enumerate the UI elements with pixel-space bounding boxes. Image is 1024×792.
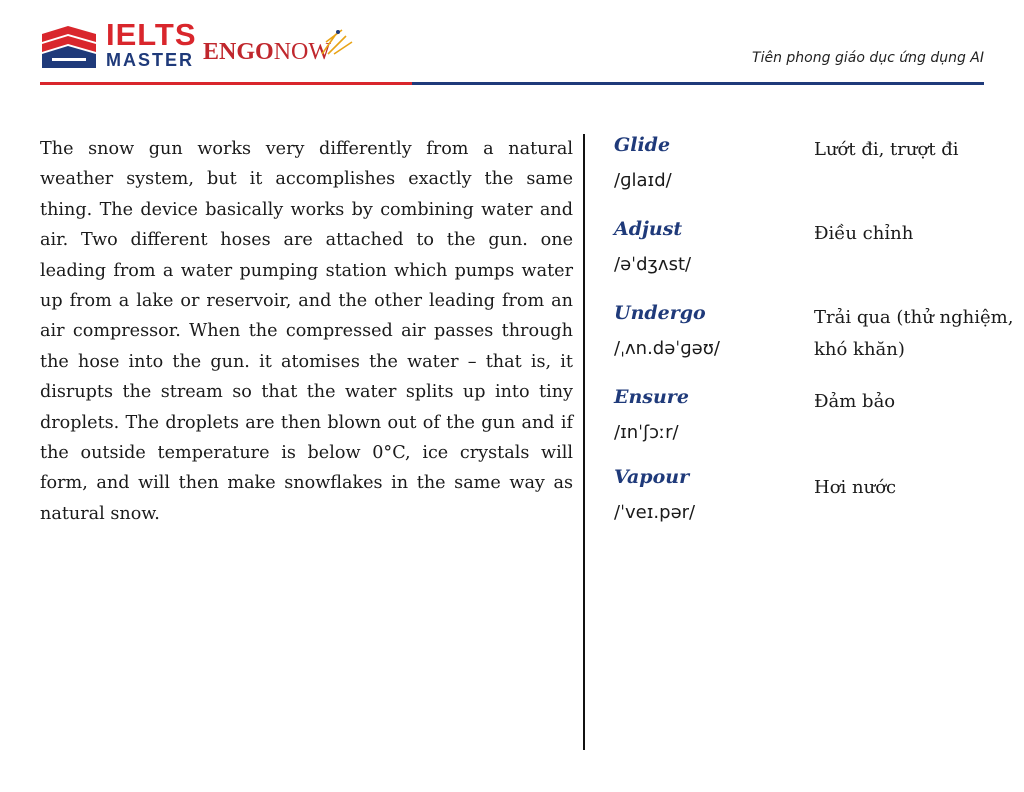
brand-master: MASTER [106,50,194,70]
header-rule-red [40,82,412,85]
brand-engonow [203,40,331,64]
tagline: Tiên phong giáo dục ứng dụng AI [752,50,984,66]
header-rule-blue [412,82,984,85]
vocab-word: Vapour [614,466,690,488]
vocab-word: Ensure [614,386,689,408]
vocab-meaning: Trải qua (thử nghiệm, khó khăn) [814,307,1014,360]
brand-engo: ENGO [203,39,274,65]
vocab-ipa: /ˈveɪ.pər/ [614,502,696,523]
column-divider [583,134,585,750]
vocab-meaning: Lướt đi, trượt đi [814,139,959,160]
vocab-meaning: Điều chỉnh [814,223,914,244]
vocab-ipa: /ˌʌn.dəˈɡəʊ/ [614,338,720,359]
vocab-word: Adjust [614,218,683,240]
sparkle-icon [316,28,356,56]
page-header [0,0,1024,90]
vocab-ipa: /əˈdʒʌst/ [614,254,692,275]
brand-now: NOW [273,39,332,65]
vocab-word: Glide [614,134,671,156]
vocab-meaning: Hơi nước [814,477,897,498]
brand-ielts: IELTS [106,17,197,52]
vocab-ipa: /ɪnˈʃɔːr/ [614,422,679,443]
vocab-ipa: /ɡlaɪd/ [614,170,672,191]
vocab-word: Undergo [614,302,706,324]
ielts-master-logo-icon [38,22,100,72]
reading-passage: The snow gun works very differently from a natural weather system, but it accomplishes exactly the same thing. The device basically works by combining water and air. Two different hoses are attached to the gun. one leading from a water pumping station which pumps water up from a lake or reservoir, and the other leading from an air compressor. When the compressed air passes through the hose into the gun. it atomises the water – that is, it disrupts the stream so that the water splits up into tiny droplets. The droplets are then blown out of the gun and if the outside temperature is below 0°C, ice crystals will form, and will then make snowflakes in the same way as natural snow. [40,139,573,524]
vocab-meaning: Đảm bảo [814,391,896,412]
